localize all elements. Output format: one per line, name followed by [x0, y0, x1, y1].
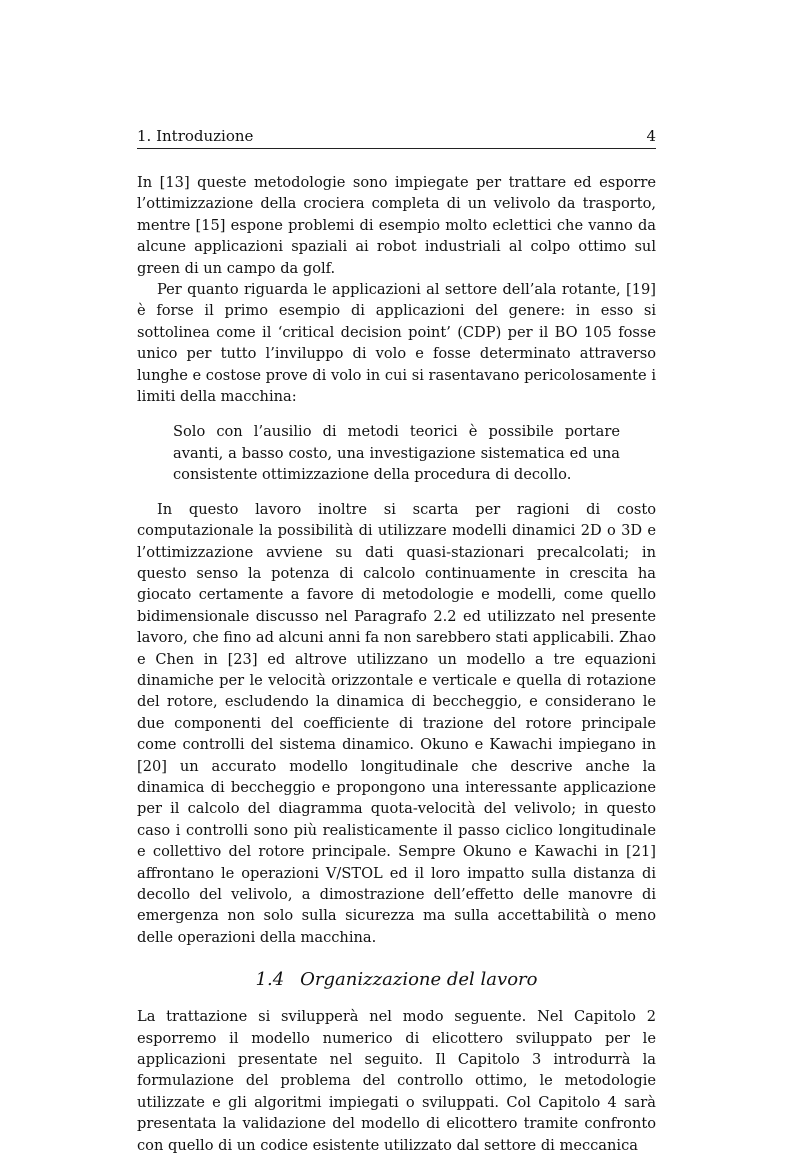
- section-heading: [137, 968, 656, 992]
- running-header: [137, 126, 656, 149]
- block-quote: Solo con l’ausilio di metodi teorici è possibile portare avanti, a basso costo, una investigazione sistematica ed una consistente ottimizzazione della procedura di decollo.: [173, 423, 620, 484]
- paragraph-2: Per quanto riguarda le applicazioni al settore dell’ala rotante, [19] è forse il primo esempio di applicazioni del genere: in esso si sottolinea come il ‘critical decision point’ (CDP) per il BO 105 fosse unico per tutto l’inviluppo di volo e fosse determinato attraverso lunghe e costose prove di volo in cui si rasentavano pericolosamente i limiti della macchina:: [137, 281, 656, 406]
- paragraph-1: In [13] queste metodologie sono impiegate per trattare ed esporre l’ottimizzazione della crociera completa di un velivolo da trasporto, mentre [15] espone problemi di esempio molto eclettici che vanno da alcune applicazioni spaziali ai robot industriali al colpo ottimo sul green di un campo da golf.: [137, 174, 656, 277]
- section-title: Organizzazione del lavoro: [300, 969, 538, 991]
- body-text: [137, 172, 656, 1156]
- section-paragraph: La trattazione si svilupperà nel modo seguente. Nel Capitolo 2 esporremo il modello numerico di elicottero sviluppato per le applicazioni presentate nel seguito. Il Capitolo 3 introdurrà la formulazione del problema del controllo ottimo, le metodologie utilizzate e gli algoritmi impiegati o sviluppati. Col Capitolo 4 sarà presentata la validazione del modello di elicottero tramite confronto con quello di un codice esistente utilizzato dal settore di meccanica: [137, 1008, 656, 1154]
- paragraph-3: In questo lavoro inoltre si scarta per ragioni di costo computazionale la possibilità di utilizzare modelli dinamici 2D o 3D e l’ottimizzazione avviene su dati quasi-stazionari precalcolati; in questo senso la potenza di calcolo continuamente in crescita ha giocato certamente a favore di metodologie e modelli, come quello bidimensionale discusso nel Paragrafo 2.2 ed utilizzato nel presente lavoro, che fino ad alcuni anni fa non sarebbero stati applicabili. Zhao e Chen in [23] ed altrove utilizzano un modello a tre equazioni dinamiche per le velocità orizzontale e verticale e quella di rotazione del rotore, escludendo la dinamica di beccheggio, e considerano le due componenti del coefficiente di trazione del rotore principale come controlli del sistema dinamico. Okuno e Kawachi impiegano in [20] un accurato modello longitudinale che descrive anche la dinamica di beccheggio e propongono una interessante applicazione per il calcolo del diagramma quota-velocità del velivolo; in questo caso i controlli sono più realisticamente il passo ciclico longitudinale e collettivo del rotore principale. Sempre Okuno e Kawachi in [21] affrontano le operazioni V/STOL ed il loro impatto sulla distanza di decollo del velivolo, a dimostrazione dell’effetto delle manovre di emergenza non solo sulla sicurezza ma sulla accettabilità o meno delle operazioni della macchina.: [137, 500, 656, 946]
- section-number: 1.4: [255, 969, 285, 991]
- chapter-heading: 1. Introduzione: [137, 127, 254, 145]
- page-number: 4: [646, 127, 656, 145]
